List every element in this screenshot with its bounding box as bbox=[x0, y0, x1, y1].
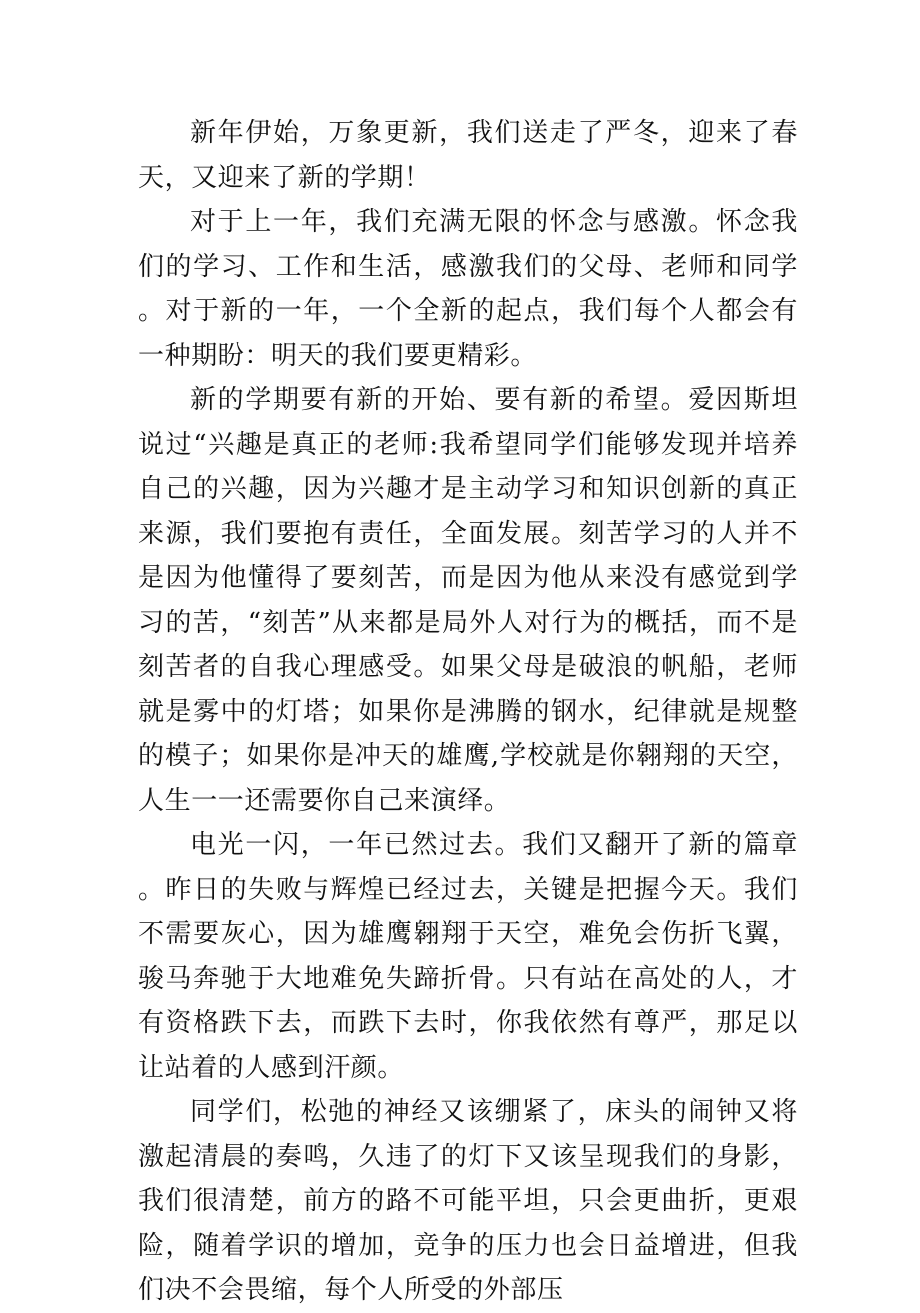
paragraph-3: 新的学期要有新的开始、要有新的希望。爱因斯坦说过“兴趣是真正的老师:我希望同学们能够发现并培养自己的兴趣，因为兴趣才是主动学习和知识创新的真正来源，我们要抱有责任，全面发展。刻苦学习的人并不是因为他懂得了要刻苦，而是因为他从来没有感觉到学习的苦，“刻苦”从来都是局外人对行为的概括，而不是刻苦者的自我心理感受。如果父母是破浪的帆船，老师就是雾中的灯塔；如果你是沸腾的钢水，纪律就是规整的模子；如果你是冲天的雄鹰,学校就是你翱翔的天空，人生一一还需要你自己来演绎。 bbox=[138, 385, 798, 816]
paragraph-5: 同学们，松弛的神经又该绷紧了，床头的闹钟又将激起清晨的奏鸣，久违了的灯下又该呈现我们的身影，我们很清楚，前方的路不可能平坦，只会更曲折，更艰险，随着学识的增加，竞争的压力也会日益增进，但我们决不会畏缩，每个人所受的外部压 bbox=[138, 1097, 798, 1305]
paragraph-1: 新年伊始，万象更新，我们送走了严冬，迎来了春天，又迎来了新的学期！ bbox=[138, 118, 798, 193]
document-body bbox=[138, 111, 798, 1313]
paragraph-4: 电光一闪，一年已然过去。我们又翻开了新的篇章。昨日的失败与辉煌已经过去，关键是把握今天。我们不需要灰心，因为雄鹰翱翔于天空，难免会伤折飞翼，骏马奔驰于大地难免失蹄折骨。只有站在高处的人，才有资格跌下去，而跌下去时，你我依然有尊严，那足以让站着的人感到汗颜。 bbox=[138, 830, 798, 1083]
paragraph-2: 对于上一年，我们充满无限的怀念与感激。怀念我们的学习、工作和生活，感激我们的父母、老师和同学。对于新的一年，一个全新的起点，我们每个人都会有一种期盼：明天的我们要更精彩。 bbox=[138, 207, 798, 371]
